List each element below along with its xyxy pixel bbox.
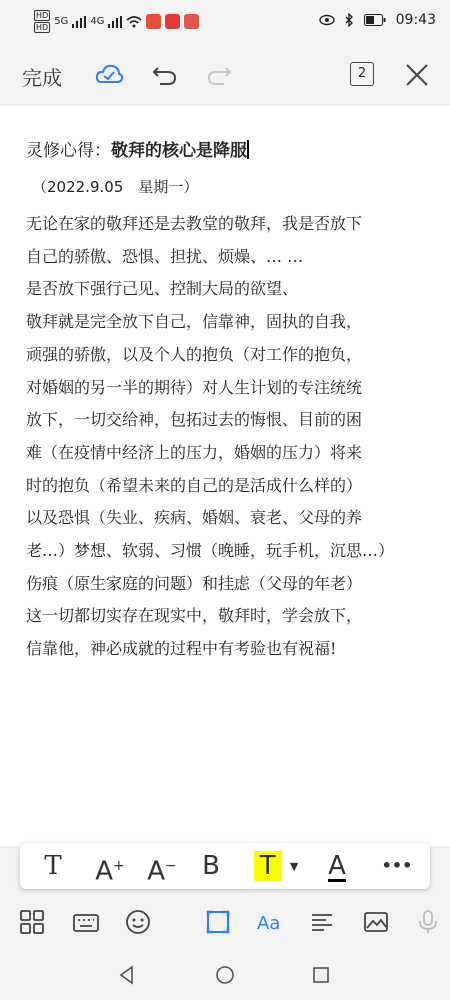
status-right [319, 12, 436, 28]
red-app-icon [165, 14, 180, 29]
body-line: 放下，一切交给神，包拓过去的悔恨、目前的困 [26, 410, 363, 430]
pinduoduo-app-icon [184, 14, 199, 29]
eye-icon [319, 14, 335, 26]
decrease-font-label: A [147, 856, 166, 887]
network-5g-label: 5G [54, 16, 69, 27]
back-nav-icon[interactable] [116, 964, 138, 986]
hd-indicators [34, 10, 50, 33]
body-line: 敬拜就是完全放下自己，信靠神，固执的自我， [26, 312, 363, 332]
network-4g-label: 4G [90, 16, 105, 27]
body-line: 顽强的骄傲，以及个人的抱负（对工作的抱负， [26, 344, 363, 364]
text-style-button[interactable]: T [44, 851, 62, 881]
cloud-sync-icon[interactable] [94, 60, 124, 90]
decrease-font-button[interactable] [144, 849, 180, 887]
body-line: 自己的骄傲、恐惧、担扰、烦燥、… … [26, 246, 304, 266]
document-editor[interactable] [0, 106, 450, 846]
text-cursor [247, 140, 249, 159]
highlight-button[interactable] [246, 849, 306, 883]
highlight-icon: T [254, 851, 282, 881]
body-line: 以及恐惧（失业、疾病、婚姻、衰老、父母的养 [26, 508, 363, 528]
increase-font-button[interactable] [92, 849, 128, 887]
keyboard-icon[interactable] [72, 908, 100, 936]
bold-button[interactable]: B [202, 851, 220, 881]
wifi-icon [126, 16, 142, 28]
title-bold-text: 敬拜的核心是降服 [111, 141, 247, 161]
font-color-icon: A [328, 851, 346, 881]
signal-icon-2 [108, 16, 122, 28]
status-left [34, 10, 199, 33]
title-prefix: 灵修心得： [26, 141, 111, 161]
signal-icon [72, 16, 86, 28]
body-line: 难（在疫情中经济上的压力，婚姻的压力）将来 [26, 442, 363, 462]
editor-toolbar [0, 44, 450, 106]
page-count-badge[interactable]: 2 [350, 62, 374, 86]
recents-nav-icon[interactable] [310, 964, 332, 986]
document-date: （2022.9.05 星期一） [32, 178, 199, 196]
body-line: 是否放下强行己见、控制大局的欲望、 [26, 279, 299, 299]
font-color-button[interactable] [322, 849, 352, 883]
undo-icon[interactable] [150, 60, 180, 90]
system-nav-bar [0, 950, 450, 1000]
body-line: 老…）梦想、软弱、习惯（晚睡，玩手机，沉思…） [26, 541, 395, 561]
close-icon[interactable] [402, 60, 432, 90]
format-toolbar [20, 843, 430, 889]
hd-badge-1: HD [36, 11, 49, 20]
plus-icon: + [113, 858, 125, 874]
hd-badge-2: HD [36, 23, 49, 32]
body-line: 伤痕（原生家庭的问题）和挂虑（父母的年老） [26, 573, 363, 593]
body-line: 对婚姻的另一半的期待）对人生计划的专注统统 [26, 377, 363, 397]
increase-font-label: A [95, 856, 114, 887]
done-button[interactable]: 完成 [22, 66, 62, 90]
select-frame-icon[interactable] [204, 908, 232, 936]
body-line: 时的抱负（希望未来的自己的是活成什么样的） [26, 475, 363, 495]
highlight-dropdown-icon[interactable]: ▼ [289, 860, 299, 873]
status-time: 09:43 [395, 12, 436, 28]
microphone-icon[interactable] [414, 908, 442, 936]
svg-text:Aa: Aa [257, 913, 281, 934]
bluetooth-icon [345, 13, 354, 27]
body-line: 这一切都切实存在现实中，敬拜时，学会放下， [26, 606, 363, 626]
text-format-icon[interactable] [256, 908, 284, 936]
status-bar [0, 0, 450, 44]
document-title [26, 136, 249, 161]
bottom-toolbar [0, 896, 450, 950]
document-body[interactable] [26, 208, 426, 666]
emoji-icon[interactable] [124, 908, 152, 936]
battery-icon [364, 14, 386, 26]
body-line: 无论在家的敬拜还是去教堂的敬拜，我是否放下 [26, 214, 363, 233]
weibo-app-icon [146, 14, 161, 29]
minus-icon: − [165, 858, 177, 874]
body-line: 信靠他，神必成就的过程中有考验也有祝福! [26, 639, 337, 659]
redo-icon[interactable] [204, 60, 234, 90]
align-left-icon[interactable] [308, 908, 336, 936]
home-nav-icon[interactable] [214, 964, 236, 986]
insert-image-icon[interactable] [362, 908, 390, 936]
more-options-button[interactable]: ••• [381, 856, 413, 875]
template-icon[interactable] [18, 908, 46, 936]
